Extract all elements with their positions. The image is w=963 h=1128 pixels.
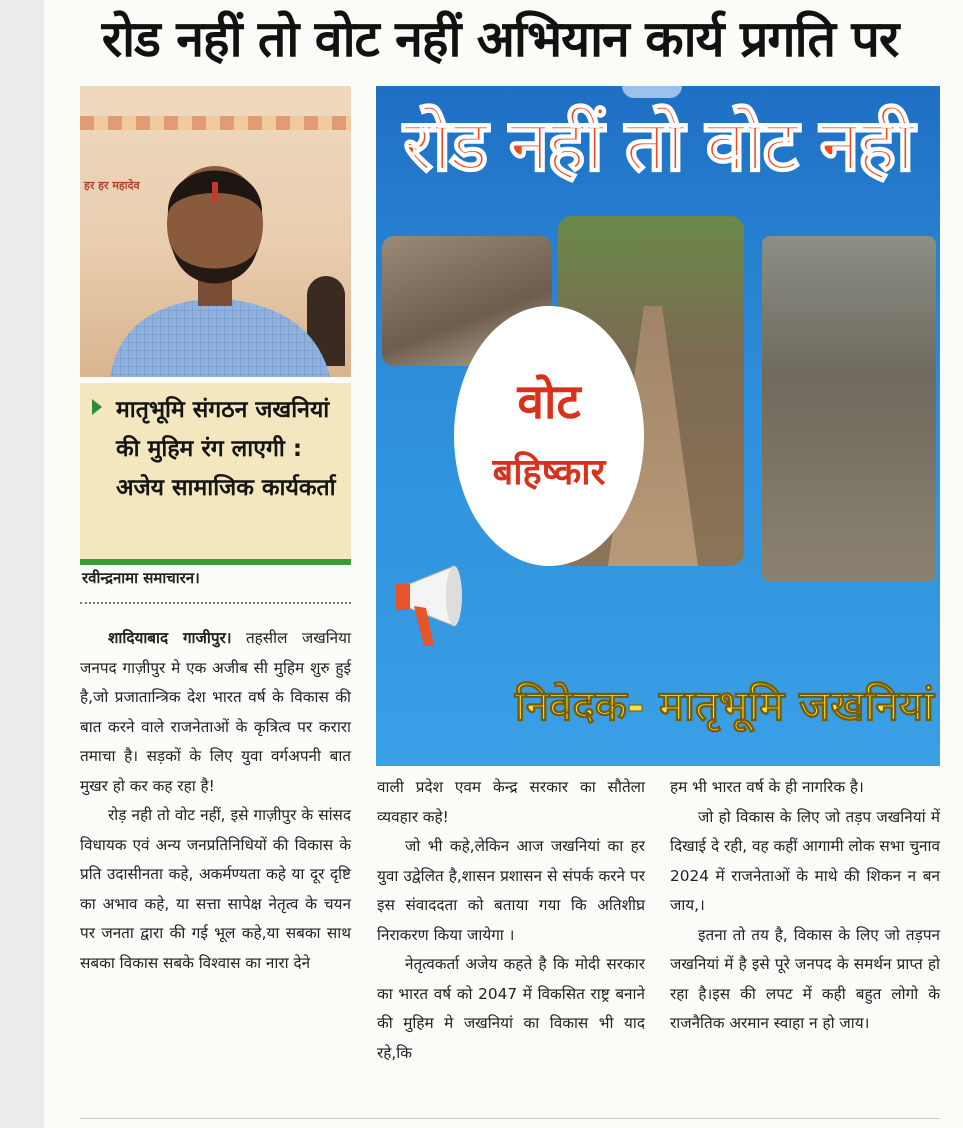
dateline: शादियाबाद गाजीपुर। xyxy=(108,629,232,647)
byline: रवीन्द्रनामा समाचारन। xyxy=(82,569,200,587)
article-paragraph: वाली प्रदेश एवम केन्द्र सरकार का सौतेला व्यवहार कहे! xyxy=(377,778,645,826)
article-column-1 xyxy=(80,624,351,978)
speech-bubble xyxy=(454,306,644,566)
poster-photo-flooded-road xyxy=(762,236,936,582)
megaphone-icon xyxy=(394,556,484,656)
dotted-separator xyxy=(80,602,351,604)
article-paragraph: तहसील जखनिया जनपद गाज़ीपुर मे एक अजीब सी मुहिम शुरु हुई है,जो प्रजातान्त्रिक देश भारत वर्ष के विकास की बात करने वाले राजनेताओं के कृत्रित्व पर करारा तमाचा है। सड़कों के लिए युवा वर्गअपनी बात मुखर हो कर कह रहा है! xyxy=(80,629,351,795)
caption-text: मातृभूमि संगठन जखनियां की मुहिम रंग लाएगी : अजेय सामाजिक कार्यकर्ता xyxy=(116,397,336,501)
article-column-2 xyxy=(377,773,645,1068)
photo-caption-box xyxy=(80,383,351,561)
article-paragraph: रोड़ नही तो वोट नहीं, इसे गाज़ीपुर के सांसद विधायक एवं अन्य जनप्रतिनिधियों की विकास के प्रति उदासीनता कहे, अकर्मण्यता कहे या दूर दृष्टि का अभाव कहे, या सत्ता सापेक्ष नेतृत्व के चयन पर जनता द्वारा की गई भूल कहे,या सबका साथ सबका विकास सबके विश्वास का नारा देने xyxy=(80,806,351,972)
article-paragraph: जो हो विकास के लिए जो तड़प जखनियां में दिखाई दे रही, वह कहीं आगामी लोक सभा चुनाव 2024 में राजनेताओं के माथे की शिकन न बन जाय,। xyxy=(670,807,940,914)
article-paragraph: जो भी कहे,लेकिन आज जखनियां का हर युवा उद्वेलित है,शासन प्रशासन से संपर्क करने पर इस संवाददता को बताया गया कि अतिशीघ्र निराकरण किया जायेगा । xyxy=(377,837,645,944)
campaign-poster xyxy=(376,86,940,766)
page-margin xyxy=(0,0,44,1128)
article-paragraph: हम भी भारत वर्ष के ही नागरिक है। xyxy=(670,778,864,796)
article-paragraph: नेतृत्वकर्ता अजेय कहते है कि मोदी सरकार का भारत वर्ष को 2047 में विकसित राष्ट्र बनाने की मुहिम मे जखनियां का विकास भी याद रहे,कि xyxy=(377,955,645,1062)
bubble-line-1: वोट xyxy=(517,374,581,430)
person-figure xyxy=(80,86,351,377)
photo-badge-text: हर हर महादेव xyxy=(84,179,140,192)
headline: रोड नहीं तो वोट नहीं अभियान कार्य प्रगति पर xyxy=(101,10,899,68)
poster-title: रोड नहीं तो वोट नही xyxy=(403,103,913,187)
caption-arrow-icon xyxy=(92,399,102,415)
portrait-photo xyxy=(80,86,351,377)
emblem-icon xyxy=(622,86,682,98)
caption-divider xyxy=(80,559,351,565)
bubble-line-2: बहिष्कार xyxy=(492,452,606,493)
bottom-rule xyxy=(80,1118,940,1119)
poster-footer: निवेदक- मातृभूमि जखनियां xyxy=(514,681,934,730)
article-column-3 xyxy=(670,773,940,1039)
article-paragraph: इतना तो तय है, विकास के लिए जो तड़पन जखनियां में है इसे पूरे जनपद के समर्थन प्राप्त हो रहा है।इस की लपट में कही बहुत लोगो के राजनैतिक अरमान स्वाहा न हो जाय। xyxy=(670,925,940,1032)
